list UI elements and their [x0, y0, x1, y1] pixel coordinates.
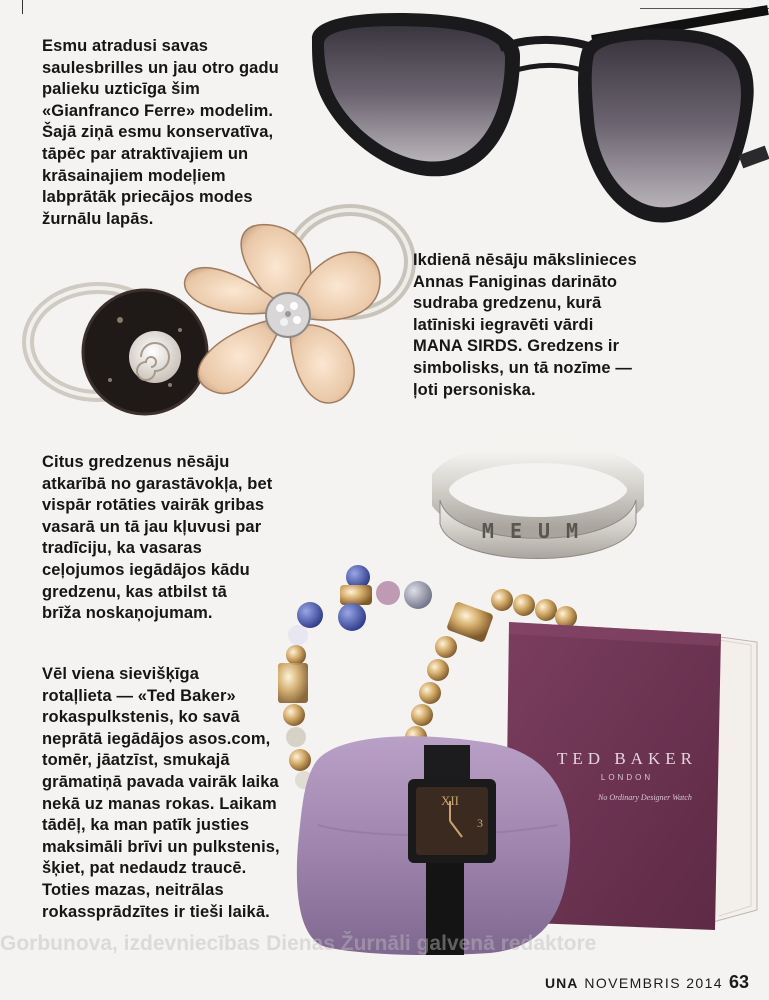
cushion-watch-image — [290, 725, 580, 960]
box-city: LONDON — [600, 773, 654, 782]
watch-numeral-12: XII — [440, 793, 460, 808]
box-brand: TED BAKER — [557, 749, 697, 768]
meum-ring-image — [432, 440, 644, 570]
show-through-text: Gorbunova, izdevniecības Dienas Žurnāli galvenā redaktore — [0, 932, 597, 955]
rings-cluster-image — [20, 200, 420, 425]
magazine-name: UNA — [544, 975, 579, 991]
ring-engraving: MEUM — [481, 519, 595, 543]
page-footer — [545, 972, 749, 993]
issue-date: NOVEMBRIS 2014 — [584, 975, 723, 991]
sunglasses-paragraph: Esmu atradusi savas saulesbrilles un jau otro gadu palieku uzticīga šim «Gianfranco Ferre» modelim. Šajā ziņā esmu konservatīva, tāpēc par atraktīvajiem un krāsainajiem modeļiem labprātāk priecājos modes žurnālu lapās. — [42, 37, 279, 228]
top-rule-vertical — [22, 0, 23, 14]
watch-numeral-3: 3 — [477, 816, 483, 830]
box-tagline: No Ordinary Designer Watch — [598, 793, 692, 802]
rings-paragraph: Citus gredzenus nēsāju atkarībā no garastāvokļa, bet vispār rotāties vairāk gribas vasarā un tā jau kļuvusi par tradīciju, ka vasaras ceļojumos iegādājos kādu gredzenu, kas atbilst tā brīža noskaņojumam. — [42, 453, 273, 623]
watch-paragraph: Vēl viena sievišķīga rotaļlieta — «Ted Baker» rokaspulkstenis, ko savā neprātā iegādājos asos.com, tomēr, jāatzīst, smukajā grāmatiņā pavada vairāk laika nekā uz manas rokas. Laikam tādēļ, ka man patīk justies maksimāli brīvi un pulkstenis, šķiet, pat nedaudz traucē. Toties mazas, neitrālas rokassprādzītes ir tieši laikā. — [42, 665, 280, 921]
page-number: 63 — [728, 972, 749, 992]
mana-sirds-paragraph: Ikdienā nēsāju mākslinieces Annas Faniginas darināto sudraba gredzenu, kurā latīniski iegravēti vārdi MANA SIRDS. Gredzens ir simbolisks, un tā nozīme — ļoti personiska. — [413, 251, 637, 399]
